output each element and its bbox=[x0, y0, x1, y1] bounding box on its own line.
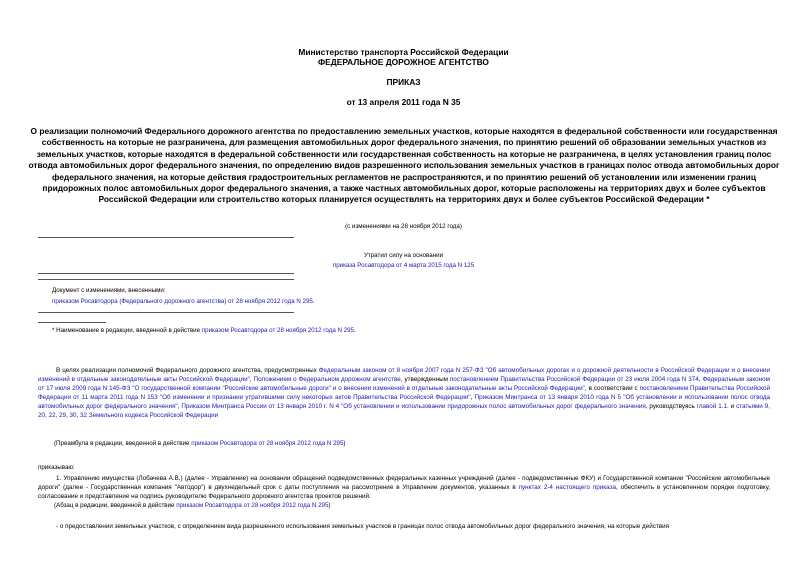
items-2-4-link[interactable]: пунктах 2-4 настоящего приказа bbox=[518, 484, 616, 491]
preamble-note-end: ) bbox=[343, 440, 346, 447]
item-1-note-link[interactable]: приказом Росавтодора от 28 ноября 2012 года N 295 bbox=[176, 502, 329, 509]
preamble-text: , bbox=[177, 403, 182, 410]
order-4-link[interactable]: Приказом Минтранса России от 13 января 2010 г. N 4 "Об установлении и использовании придорожных полос автомобильных дорог федерального значения bbox=[181, 403, 646, 410]
item-1-note-end: ) bbox=[328, 502, 331, 509]
preamble-text: , bbox=[698, 376, 703, 383]
changes-block bbox=[52, 298, 315, 306]
item-1-text: , обеспечить в установленном порядке подготовку, согласование и представление на подпись руководителю Федерального дорожного агентства проектов решений: bbox=[38, 484, 771, 500]
land-code-articles-link[interactable]: статьями 9, 20, 22, 29, 30, 32 Земельного кодекса Российской Федерации bbox=[38, 403, 770, 419]
preamble-text: , в соответствии с bbox=[584, 385, 640, 392]
footnote-text: * Наименование в редакции, введенной в действие bbox=[52, 327, 202, 334]
preamble-text: , bbox=[470, 394, 475, 401]
preamble-text: и bbox=[728, 403, 737, 410]
changes-link[interactable]: приказом Росавтодора (Федерального дорожного агентства) от 28 ноября 2012 года N 295 bbox=[52, 298, 313, 305]
order-5-link[interactable]: Приказом Минтранса от 13 января 2010 года N 5 "Об установлении и использовании полос отвода автомобильных дорог федерального значения" bbox=[38, 394, 771, 410]
document-date-number: от 13 апреля 2011 года N 35 bbox=[346, 97, 461, 107]
order-word: приказываю: bbox=[38, 464, 75, 471]
lost-force-label: Утратил силу на основании bbox=[363, 252, 444, 259]
item-1-note bbox=[54, 502, 330, 510]
separator-line bbox=[38, 237, 294, 238]
agency-regulation-link[interactable]: Положением о Федеральном дорожном агентстве bbox=[253, 376, 401, 383]
lost-force-link[interactable]: приказа Росавтодора от 4 марта 2015 года N 125 bbox=[332, 262, 475, 269]
agency-name: ФЕДЕРАЛЬНОЕ ДОРОЖНОЕ АГЕНТСТВО bbox=[318, 57, 489, 67]
preamble-note bbox=[54, 440, 345, 448]
item-1-text: 1. Управлению имущества (Лобачева А.В.) (далее - Управление) на основании обращений подведомственных федеральных казенных учреждений (далее - подведомственные ФКУ) и Государственной компании "Российские автомобильные дороги" (далее - Государственная компания "Автодор") в двухнедельный срок с даты поступления на рассмотрение в Управление документов, указанных в bbox=[38, 475, 770, 491]
law-145-link[interactable]: Федеральным законом от 17 июля 2009 года N 145-ФЗ "О государственной компании "Российские автомобильные дороги" и о внесении изменений в отдельные законодательные акты Российской Федерации" bbox=[38, 376, 770, 392]
footnote-link[interactable]: приказом Росавтодора от 28 ноября 2012 года N 295 bbox=[201, 327, 355, 334]
separator-line bbox=[38, 279, 294, 280]
preamble-note-text: (Преамбула в редакции, введенной в действие bbox=[54, 440, 192, 447]
separator-line bbox=[38, 312, 294, 313]
footnote-separator bbox=[38, 322, 106, 323]
preamble-text: В целях реализации полномочий Федерального дорожного агентства, предусмотренных bbox=[56, 367, 319, 374]
preamble-text: , руководствуясь bbox=[645, 403, 697, 410]
document-type: ПРИКАЗ bbox=[386, 77, 421, 87]
changes-label: Документ с изменениями, внесенными: bbox=[52, 287, 166, 294]
amended-note: (с изменениями на 28 ноября 2012 года) bbox=[345, 223, 462, 230]
separator-line bbox=[38, 273, 294, 274]
chapter-1-1-link[interactable]: главой 1.1. bbox=[696, 403, 729, 410]
preamble-text: , утвержденным bbox=[400, 376, 450, 383]
footnote bbox=[52, 327, 356, 335]
ministry-name: Министерство транспорта Российской Федерации bbox=[298, 47, 509, 57]
document-title: О реализации полномочий Федерального дорожного агентства по предоставлению земельных участков, которые находятся в федеральной собственности или государственная собственность на которые не разграничена, для размещения автомобильных дорог федерального значения, по принятию решений об образовании земельных участков из земельных участков, которые находятся в федеральной собственности или государственная собственность на которые не разграничена, в целях установления границ полос отвода автомобильных дорог федерального значения, по определению видов разрешенного использования земельных участков в границах полос отвода автомобильных дорог федерального значения, на которые действия градостроительных регламентов не распространяются, и по принятию решений об установлении или изменении границ придорожных полос автомобильных дорог федерального значения, а также частных автомобильных дорог, которые расположены на территориях двух и более субъектов Российской Федерации или строительство которых планируется осуществлять на территориях двух и более субъектов Российской Федерации * bbox=[28, 126, 780, 205]
law-257-link[interactable]: Федеральным законом от 8 ноября 2007 года N 257-ФЗ "Об автомобильных дорогах и о дорожной деятельности в Российской Федерации и о внесении изменений в отдельные законодательные акты Российской Федерации" bbox=[38, 367, 770, 383]
item-1-note-text: (Абзац в редакции, введенной в действие bbox=[54, 502, 177, 509]
bullet-1-paragraph: - о предоставлении земельных участков, с определением вида разрешенного использования земельных участков в границах полос отвода автомобильных дорог федерального значения, на которые действия bbox=[56, 523, 670, 530]
item-1-paragraph bbox=[38, 474, 770, 501]
preamble-paragraph bbox=[38, 366, 770, 420]
footnote-end: . bbox=[354, 327, 356, 334]
resolution-374-link[interactable]: постановлением Правительства Российской Федерации от 23 июля 2004 года N 374 bbox=[449, 376, 699, 383]
lost-force-block bbox=[0, 262, 807, 270]
preamble-note-link[interactable]: приказом Росавтодора от 28 ноября 2012 года N 295 bbox=[191, 440, 344, 447]
changes-end: . bbox=[312, 298, 315, 305]
resolution-153-link[interactable]: постановлением Правительства Российской Федерации от 11 марта 2011 года N 153 "Об изменении и признании утратившими силу некоторых актов Правительства Российской Федерации" bbox=[38, 385, 770, 401]
preamble-text: , bbox=[249, 376, 254, 383]
